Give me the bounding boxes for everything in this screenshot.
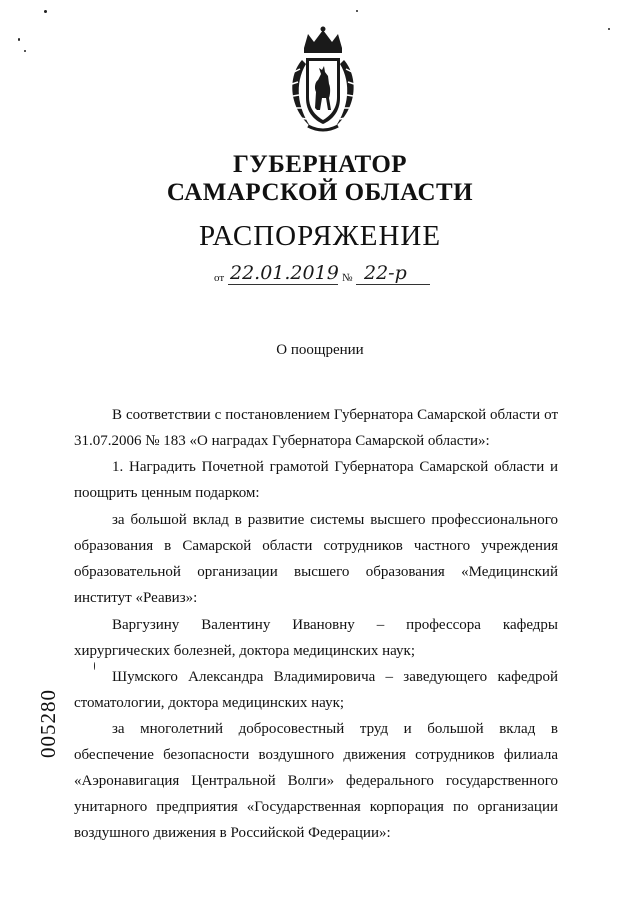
samara-coat-of-arms-icon (284, 26, 362, 136)
scan-speck (356, 10, 358, 12)
scan-speck (18, 38, 20, 41)
date-label: от (214, 272, 225, 284)
body-paragraph-2: 1. Наградить Почетной грамотой Губернатора Самарской области и поощрить ценным подарком: (74, 459, 558, 501)
number-underline (356, 284, 430, 285)
date-value: 22.01.2019 (230, 262, 339, 284)
issuer-title-line1: ГУБЕРНАТОР (232, 151, 408, 178)
issuer-title-line2: САМАРСКОЙ ОБЛАСТИ (166, 179, 474, 206)
body-paragraph-1: В соответствии с постановлением Губернатора Самарской области от 31.07.2006 № 183 «О наградах Губернатора Самарской области»: (74, 407, 558, 449)
number-value: 22-р (364, 262, 407, 284)
margin-serial-number: 005280 (36, 689, 60, 758)
date-underline (228, 284, 338, 285)
number-label: № (342, 272, 353, 284)
scan-speck (44, 10, 47, 13)
body-paragraph-3: за большой вклад в развитие системы высшего профессионального образования в Самарской области сотрудников частного учреждения образовательной организации высшего образования «Медицинский институт «Реавиз»: (74, 512, 558, 606)
body-paragraph-4: Варгузину Валентину Ивановну – профессора кафедры хирургических болезней, доктора медицинских наук; (74, 617, 558, 659)
scan-speck (24, 50, 26, 52)
subject-heading: О поощрении (276, 342, 364, 358)
date-number-line (214, 262, 434, 288)
body-paragraph-5: Шумского Александра Владимировича – заведующего кафедрой стоматологии, доктора медицинских наук; (74, 669, 558, 711)
body-paragraph-6: за многолетний добросовестный труд и большой вклад в обеспечение безопасности воздушного движения сотрудников филиала «Аэронавигация Центральной Волги» федерального государственного унитарного предприятия «Государственная корпорация по организации воздушного движения в Российской Федерации»: (74, 721, 558, 841)
document-type: РАСПОРЯЖЕНИЕ (198, 220, 442, 252)
scan-speck (608, 28, 610, 30)
